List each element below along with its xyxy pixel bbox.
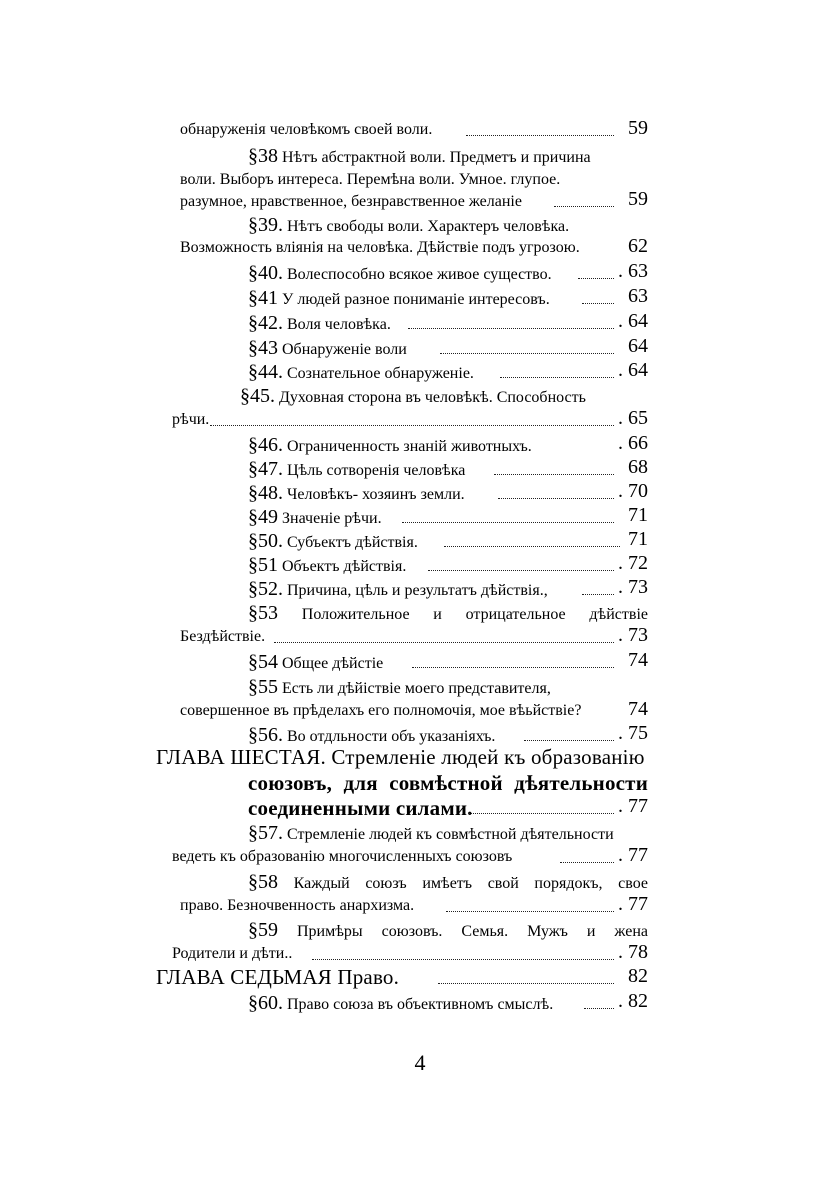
dot-leader bbox=[466, 135, 614, 136]
page-number: 62 bbox=[628, 235, 648, 257]
page-number: . 73 bbox=[618, 624, 648, 646]
toc-line bbox=[248, 262, 552, 286]
section-number: §58 bbox=[248, 871, 278, 893]
toc-line bbox=[248, 602, 648, 626]
entry-title: Обнаруженіе воли bbox=[282, 341, 407, 358]
page-number: 71 bbox=[628, 528, 648, 550]
page-number: 68 bbox=[628, 456, 648, 478]
dot-leader bbox=[440, 353, 614, 354]
dot-leader bbox=[438, 983, 614, 984]
toc-line bbox=[248, 871, 648, 895]
chapter-label: ГЛАВА ШЕСТАЯ. bbox=[156, 745, 326, 769]
chapter-title: Стремленіе людей къ образованію bbox=[331, 745, 645, 769]
page-number: . 73 bbox=[618, 576, 648, 598]
toc-line bbox=[248, 578, 548, 602]
toc-line: Бездѣйствіе. bbox=[180, 628, 266, 645]
entry-title: Положительное и отрицательное дѣйствіе bbox=[301, 606, 649, 623]
toc-line bbox=[248, 554, 406, 578]
page-number: 59 bbox=[628, 188, 648, 210]
toc-line bbox=[240, 385, 586, 409]
page-number: 74 bbox=[628, 649, 648, 671]
toc-line bbox=[248, 337, 407, 361]
section-number: §49 bbox=[248, 506, 278, 528]
section-number: §46. bbox=[248, 434, 283, 456]
section-number: §44. bbox=[248, 361, 283, 383]
section-number: §45. bbox=[240, 385, 275, 407]
entry-title: Объектъ дѣйствія. bbox=[282, 558, 407, 575]
entry-title: Воля человѣка. bbox=[287, 316, 391, 333]
page-number: . 64 bbox=[618, 310, 648, 332]
entry-title: Каждый союзъ имѣетъ свой порядокъ, свое bbox=[293, 875, 648, 892]
page-number: 82 bbox=[628, 965, 648, 987]
toc-line: воли. Выборъ интереса. Перемѣна воли. Умное. глупое. bbox=[180, 171, 561, 188]
folio-page-number: 4 bbox=[414, 1050, 426, 1075]
page-number: . 77 bbox=[618, 844, 648, 866]
page-number: . 63 bbox=[618, 260, 648, 282]
page-number: . 65 bbox=[618, 407, 648, 429]
entry-title: Во отдльности объ указаніяхъ. bbox=[287, 728, 496, 745]
entry-title: Цѣль сотворенія человѣка bbox=[287, 462, 466, 479]
section-number: §59 bbox=[248, 919, 278, 941]
chapter-title-line: союзовъ, для совмѣстной дѣятельности bbox=[248, 771, 648, 795]
toc-line bbox=[248, 287, 550, 311]
entry-title: Право союза въ объективномъ смыслѣ. bbox=[287, 996, 554, 1013]
dot-leader bbox=[402, 522, 614, 523]
section-number: §53 bbox=[248, 602, 278, 624]
toc-line: обнаруженія человѣкомъ своей воли. bbox=[180, 121, 433, 138]
section-number: §57. bbox=[248, 822, 283, 844]
dot-leader bbox=[428, 570, 614, 571]
toc-line bbox=[248, 482, 465, 506]
entry-title: Причина, цѣль и результатъ дѣйствія., bbox=[287, 582, 548, 599]
toc-line: Возможность вліянія на человѣка. Дѣйствіе подъ угрозою. bbox=[180, 239, 580, 256]
page-number: . 64 bbox=[618, 359, 648, 381]
dot-leader bbox=[446, 911, 614, 912]
entry-title: Человѣкъ- хозяинъ земли. bbox=[287, 486, 465, 503]
entry-title: Субъектъ дѣйствія. bbox=[287, 534, 418, 551]
dot-leader bbox=[468, 813, 614, 814]
chapter-heading bbox=[156, 966, 399, 988]
section-number: §40. bbox=[248, 262, 283, 284]
toc-line: Родители и дѣти.. bbox=[172, 945, 293, 962]
page-number: . 82 bbox=[618, 990, 648, 1012]
dot-leader bbox=[444, 546, 620, 547]
toc-line bbox=[248, 361, 474, 385]
section-number: §60. bbox=[248, 992, 283, 1014]
chapter-label: ГЛАВА СЕДЬМАЯ bbox=[156, 965, 332, 989]
section-number: §55 bbox=[248, 676, 278, 698]
entry-title: Ограниченность знаній животныхъ. bbox=[287, 438, 532, 455]
section-number: §39. bbox=[248, 214, 283, 236]
dot-leader bbox=[500, 377, 614, 378]
toc-line: совершенное въ прѣделахъ его полномочія, мое вѣьйствіе? bbox=[180, 702, 582, 719]
section-number: §48. bbox=[248, 482, 283, 504]
toc-line bbox=[248, 145, 591, 169]
section-number: §43 bbox=[248, 337, 278, 359]
page-number: . 72 bbox=[618, 552, 648, 574]
entry-title: Значеніе рѣчи. bbox=[282, 510, 382, 527]
toc-line bbox=[248, 530, 418, 554]
page-number: 64 bbox=[628, 335, 648, 357]
entry-title: Общее дѣйстіе bbox=[282, 655, 384, 672]
entry-title: Нѣтъ абстрактной воли. Предметъ и причина bbox=[282, 149, 591, 166]
section-number: §51 bbox=[248, 554, 278, 576]
page-number: . 66 bbox=[618, 432, 648, 454]
toc-line bbox=[248, 434, 532, 458]
toc-line bbox=[248, 506, 382, 530]
toc-line: рѣчи. bbox=[172, 411, 210, 428]
entry-title: Нѣтъ свободы воли. Характеръ человѣка. bbox=[287, 218, 570, 235]
entry-title: Духовная сторона въ человѣкѣ. Способность bbox=[279, 389, 586, 406]
chapter-title: Право. bbox=[337, 965, 400, 989]
toc-line bbox=[248, 214, 569, 238]
page-number: 74 bbox=[628, 698, 648, 720]
toc-line: право. Безночвенность анархизма. bbox=[180, 897, 415, 914]
entry-title: Сознательное обнаруженіе. bbox=[287, 365, 474, 382]
page-number: . 78 bbox=[618, 941, 648, 963]
toc-line: ведеть къ образованію многочисленныхъ союзовъ bbox=[172, 848, 513, 865]
page-number: . 77 bbox=[618, 893, 648, 915]
toc-line bbox=[248, 676, 551, 700]
section-number: §47. bbox=[248, 458, 283, 480]
entry-title: Стремленіе людей къ совмѣстной дѣятельности bbox=[287, 826, 614, 843]
section-number: §42. bbox=[248, 312, 283, 334]
toc-line bbox=[248, 992, 553, 1016]
page-number: . 70 bbox=[618, 480, 648, 502]
toc-line bbox=[248, 312, 391, 336]
page-number: 59 bbox=[628, 117, 648, 139]
section-number: §41 bbox=[248, 287, 278, 309]
toc-line bbox=[248, 458, 465, 482]
entry-title: Волеспособно всякое живое существо. bbox=[287, 266, 552, 283]
section-number: §38 bbox=[248, 145, 278, 167]
toc-line bbox=[248, 822, 614, 846]
toc-line bbox=[248, 651, 383, 675]
chapter-heading bbox=[156, 746, 645, 768]
dot-leader bbox=[210, 425, 614, 426]
chapter-title-line: соединенными силами. bbox=[248, 796, 473, 820]
toc-line: разумное, нравственное, безнравственное желаніе bbox=[180, 193, 522, 210]
dot-leader bbox=[498, 498, 614, 499]
page-number: 71 bbox=[628, 504, 648, 526]
page-number: . 77 bbox=[618, 795, 648, 817]
page-number: . 75 bbox=[618, 722, 648, 744]
section-number: §50. bbox=[248, 530, 283, 552]
entry-title: Примѣры союзовъ. Семья. Мужъ и жена bbox=[297, 923, 649, 940]
section-number: §56. bbox=[248, 724, 283, 746]
dot-leader bbox=[274, 642, 614, 643]
dot-leader bbox=[412, 667, 614, 668]
entry-title: Есть ли дѣйіствіе моего представителя, bbox=[282, 680, 551, 697]
toc-line bbox=[248, 919, 648, 943]
entry-title: У людей разное пониманіе интересовъ. bbox=[282, 291, 550, 308]
section-number: §54 bbox=[248, 651, 278, 673]
dot-leader bbox=[312, 959, 614, 960]
page-number: 63 bbox=[628, 285, 648, 307]
section-number: §52. bbox=[248, 578, 283, 600]
dot-leader bbox=[494, 474, 614, 475]
dot-leader bbox=[408, 328, 614, 329]
